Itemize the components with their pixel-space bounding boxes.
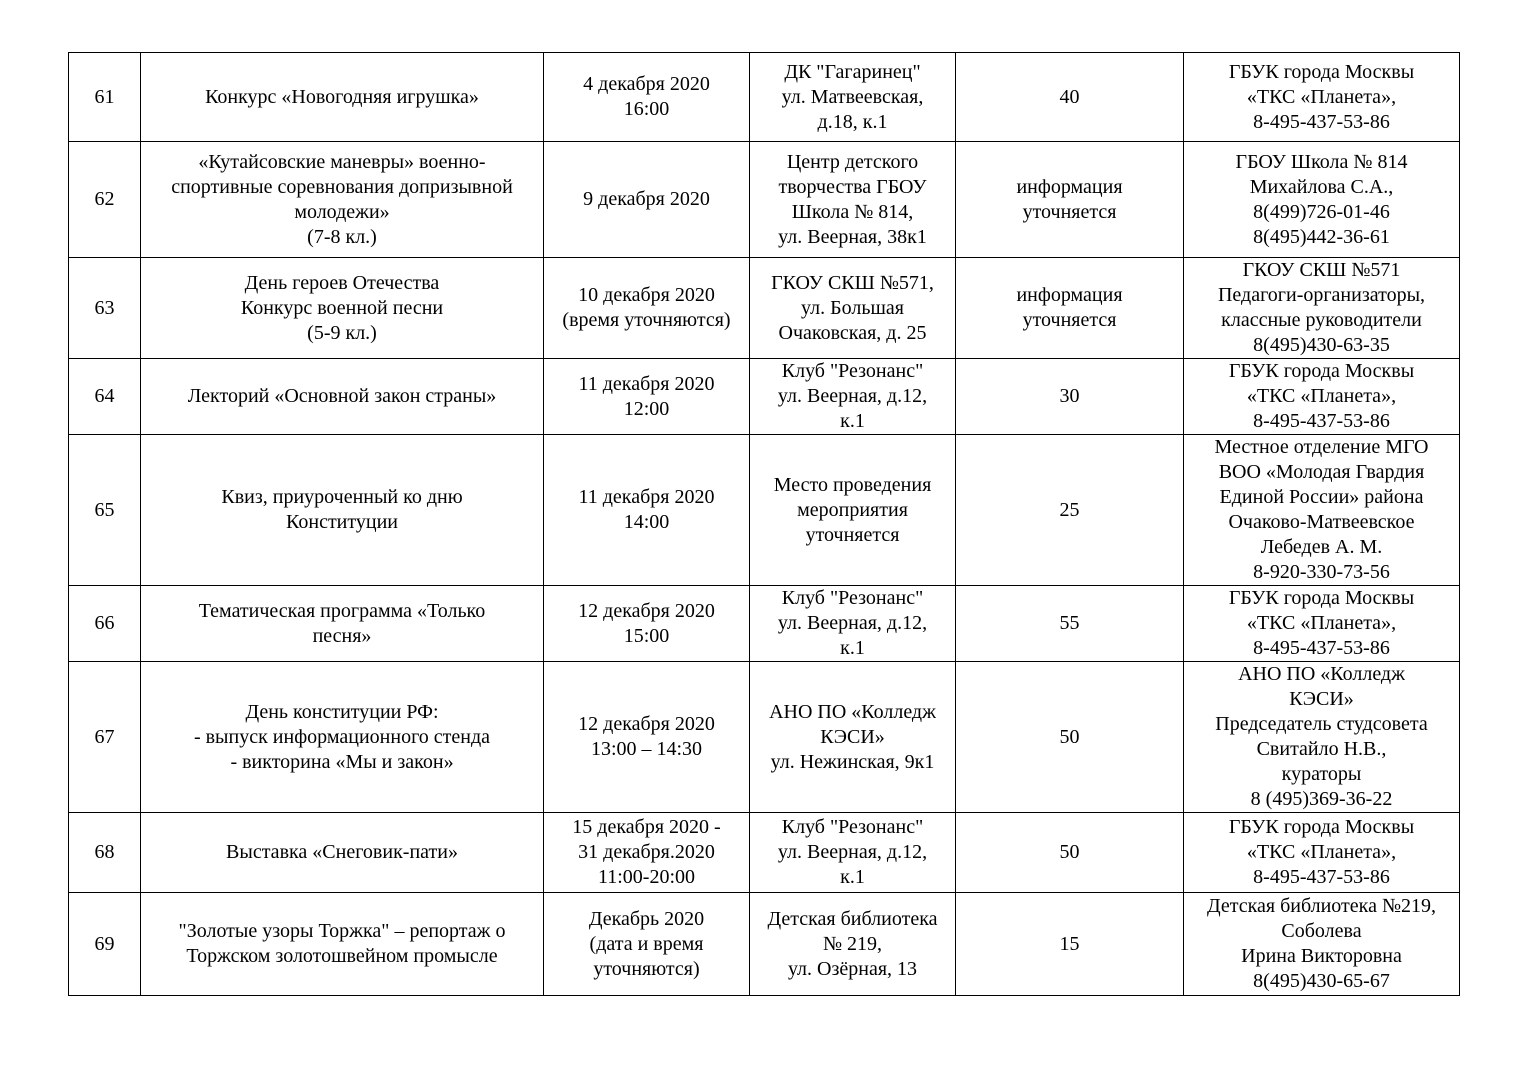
event-name: Конкурс «Новогодняя игрушка» [141,53,544,142]
event-name: День конституции РФ: - выпуск информационного стенда - викторина «Мы и закон» [141,662,544,813]
table-row [69,893,1460,996]
row-number: 68 [69,813,141,893]
table-row [69,258,1460,359]
row-number: 65 [69,435,141,586]
event-organizer: ГБУК города Москвы «ТКС «Планета», 8-495-437-53-86 [1184,359,1460,435]
event-date: 11 декабря 2020 12:00 [544,359,750,435]
event-place: ДК "Гагаринец" ул. Матвеевская, д.18, к.1 [750,53,956,142]
event-date: 12 декабря 2020 15:00 [544,586,750,662]
event-name: Квиз, приуроченный ко дню Конституции [141,435,544,586]
table-row [69,359,1460,435]
participant-count: 25 [956,435,1184,586]
event-organizer: ГБУК города Москвы «ТКС «Планета», 8-495-437-53-86 [1184,813,1460,893]
participant-count: информация уточняется [956,142,1184,258]
event-place: Центр детского творчества ГБОУ Школа № 814, ул. Веерная, 38к1 [750,142,956,258]
participant-count: 50 [956,813,1184,893]
row-number: 63 [69,258,141,359]
event-place: Клуб "Резонанс" ул. Веерная, д.12, к.1 [750,813,956,893]
row-number: 66 [69,586,141,662]
table-row [69,586,1460,662]
event-place: Детская библиотека № 219, ул. Озёрная, 13 [750,893,956,996]
event-name: Выставка «Снеговик-пати» [141,813,544,893]
event-name: День героев Отечества Конкурс военной песни (5-9 кл.) [141,258,544,359]
participant-count: 40 [956,53,1184,142]
table-row [69,53,1460,142]
participant-count: 15 [956,893,1184,996]
table-row [69,662,1460,813]
event-name: Тематическая программа «Только песня» [141,586,544,662]
events-table [68,52,1460,996]
event-organizer: АНО ПО «Колледж КЭСИ» Председатель студсовета Свитайло Н.В., кураторы 8 (495)369-36-22 [1184,662,1460,813]
event-place: Клуб "Резонанс" ул. Веерная, д.12, к.1 [750,359,956,435]
event-place: Клуб "Резонанс" ул. Веерная, д.12, к.1 [750,586,956,662]
participant-count: 50 [956,662,1184,813]
event-name: Лекторий «Основной закон страны» [141,359,544,435]
event-date: 9 декабря 2020 [544,142,750,258]
table-row [69,142,1460,258]
event-date: 15 декабря 2020 - 31 декабря.2020 11:00-20:00 [544,813,750,893]
event-organizer: ГБУК города Москвы «ТКС «Планета», 8-495-437-53-86 [1184,53,1460,142]
event-organizer: Детская библиотека №219, Соболева Ирина Викторовна 8(495)430-65-67 [1184,893,1460,996]
event-organizer: ГКОУ СКШ №571 Педагоги-организаторы, классные руководители 8(495)430-63-35 [1184,258,1460,359]
event-place: Место проведения мероприятия уточняется [750,435,956,586]
event-organizer: Местное отделение МГО ВОО «Молодая Гвардия Единой России» района Очаково-Матвеевское Лебедев А. М. 8-920-330-73-56 [1184,435,1460,586]
events-table-body [69,53,1460,996]
table-row [69,435,1460,586]
event-date: 11 декабря 2020 14:00 [544,435,750,586]
row-number: 69 [69,893,141,996]
row-number: 62 [69,142,141,258]
table-row [69,813,1460,893]
row-number: 64 [69,359,141,435]
event-name: "Золотые узоры Торжка" – репортаж о Торжском золотошвейном промысле [141,893,544,996]
row-number: 61 [69,53,141,142]
event-organizer: ГБУК города Москвы «ТКС «Планета», 8-495-437-53-86 [1184,586,1460,662]
event-organizer: ГБОУ Школа № 814 Михайлова С.А., 8(499)726-01-46 8(495)442-36-61 [1184,142,1460,258]
participant-count: 55 [956,586,1184,662]
participant-count: 30 [956,359,1184,435]
event-date: 4 декабря 2020 16:00 [544,53,750,142]
event-place: АНО ПО «Колледж КЭСИ» ул. Нежинская, 9к1 [750,662,956,813]
event-date: 12 декабря 2020 13:00 – 14:30 [544,662,750,813]
event-place: ГКОУ СКШ №571, ул. Большая Очаковская, д. 25 [750,258,956,359]
event-date: 10 декабря 2020 (время уточняются) [544,258,750,359]
row-number: 67 [69,662,141,813]
event-date: Декабрь 2020 (дата и время уточняются) [544,893,750,996]
event-name: «Кутайсовские маневры» военно- спортивные соревнования допризывной молодежи» (7-8 кл.) [141,142,544,258]
participant-count: информация уточняется [956,258,1184,359]
